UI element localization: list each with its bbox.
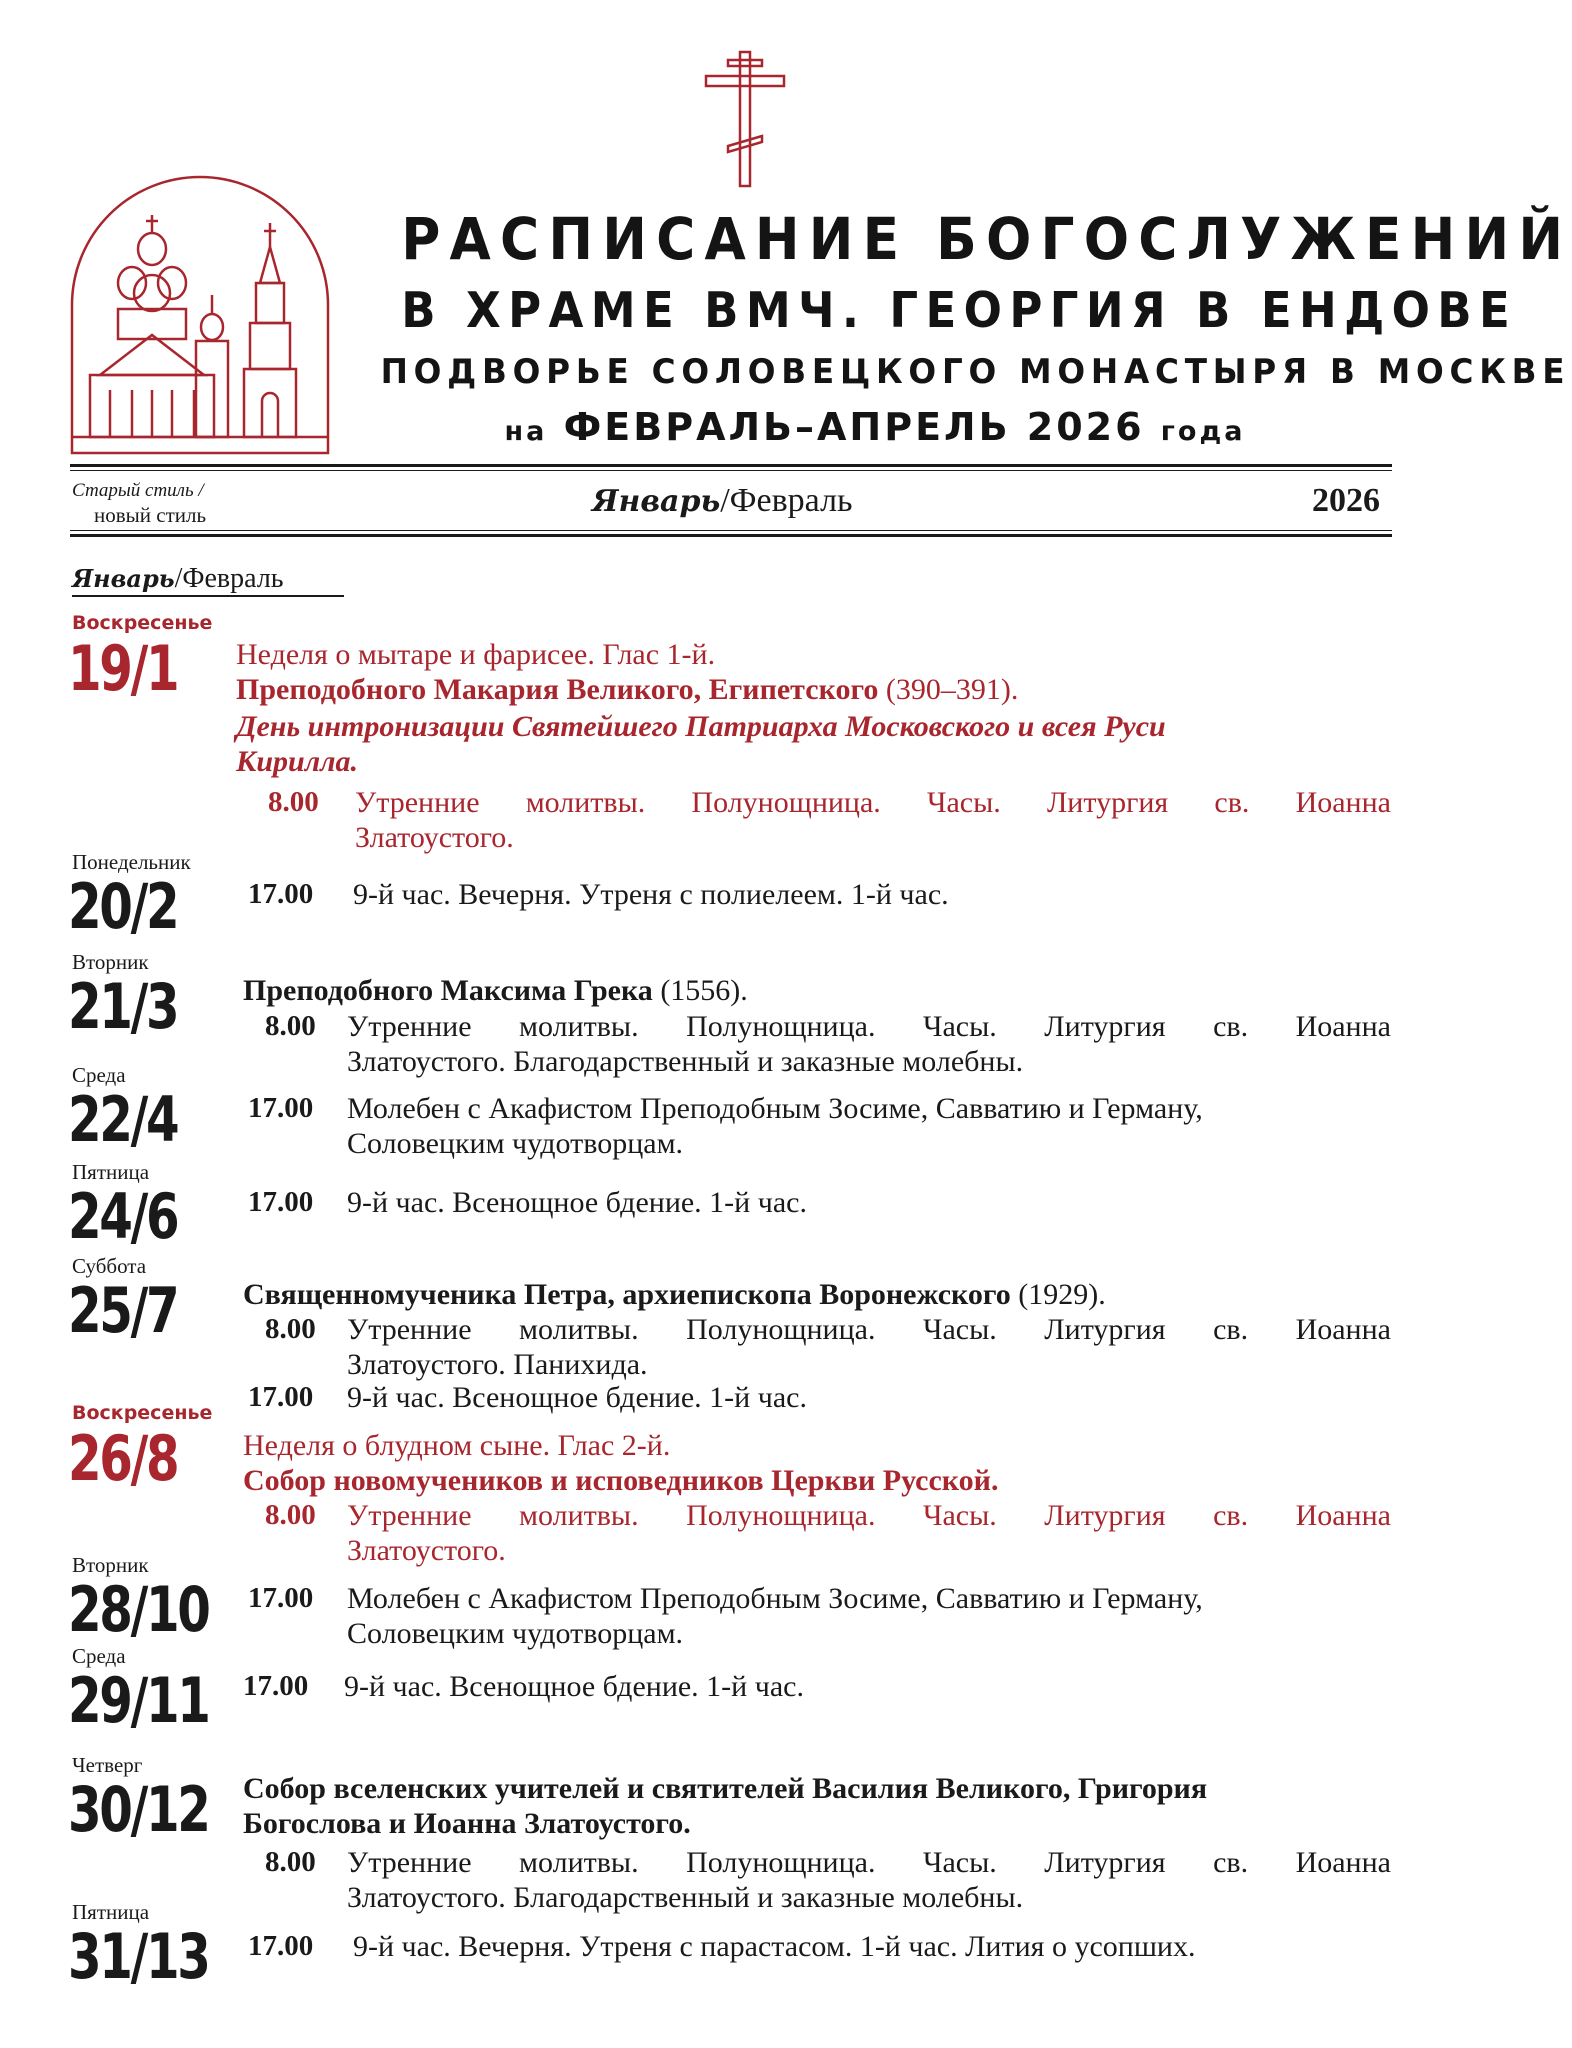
- title-suffix: года: [1160, 416, 1246, 447]
- date: 31/13: [68, 1920, 209, 1993]
- service-time: 8.00: [268, 786, 319, 818]
- date: 30/12: [68, 1773, 209, 1846]
- saint-name: Богослова и Иоанна Златоустого.: [243, 1807, 691, 1840]
- date: 29/11: [68, 1664, 209, 1737]
- service-text: Молебен с Акафистом Преподобным Зосиме, Савватию и Герману,: [347, 1092, 1203, 1125]
- saint-years: (1556).: [652, 974, 748, 1007]
- title-prefix: на: [504, 416, 548, 447]
- service-text: 9-й час. Вечерня. Утреня с полиелеем. 1-й час.: [353, 878, 949, 911]
- saint-name: Собор вселенских учителей и святителей Василия Великого, Григория: [243, 1772, 1208, 1805]
- service-time: 17.00: [248, 1930, 314, 1962]
- feast-line: Неделя о мытаре и фарисее. Глас 1-й.: [236, 638, 716, 671]
- month-new: /Февраль: [720, 482, 853, 519]
- weekday: Среда: [72, 1644, 126, 1668]
- style-new-label: новый стиль: [94, 503, 207, 527]
- service-time: 17.00: [248, 1092, 314, 1124]
- service-text: Златоустого. Благодарственный и заказные молебны.: [347, 1045, 1024, 1078]
- date: 22/4: [68, 1083, 178, 1156]
- service-time: 8.00: [265, 1499, 316, 1531]
- weekday: Воскресенье: [72, 1402, 213, 1424]
- service-time: 8.00: [265, 1010, 316, 1042]
- service-text: 9-й час. Всенощное бдение. 1-й час.: [347, 1186, 807, 1219]
- title-line-1: РАСПИСАНИЕ БОГОСЛУЖЕНИЙ: [401, 205, 1572, 273]
- service-text: Соловецким чудотворцам.: [347, 1127, 684, 1160]
- month-sub-new: /Февраль: [174, 563, 284, 594]
- saint-name: Священномученика Петра, архиепископа Воронежского: [243, 1278, 1011, 1311]
- date: 19/1: [68, 632, 178, 705]
- date: 20/2: [68, 870, 178, 943]
- month-heading: [592, 482, 853, 520]
- saint-years: (390–391).: [878, 673, 1019, 706]
- month-subheading: [72, 563, 344, 597]
- saint-years: (1929).: [1010, 1278, 1106, 1311]
- feast-line: День интронизации Святейшего Патриарха Московского и всея Руси: [236, 710, 1166, 743]
- service-time: 17.00: [248, 878, 314, 910]
- title-line-3: ПОДВОРЬЕ СОЛОВЕЦКОГО МОНАСТЫРЯ В МОСКВЕ: [380, 352, 1571, 392]
- date: 28/10: [68, 1573, 209, 1646]
- date: 25/7: [68, 1274, 178, 1347]
- month-old: Январь: [592, 484, 721, 519]
- date: 26/8: [68, 1422, 178, 1495]
- service-text: 9-й час. Всенощное бдение. 1-й час.: [344, 1670, 804, 1703]
- service-text: Златоустого. Благодарственный и заказные молебны.: [347, 1881, 1024, 1914]
- service-text: 9-й час. Всенощное бдение. 1-й час.: [347, 1381, 807, 1414]
- title-period: ФЕВРАЛЬ–АПРЕЛЬ 2026: [563, 405, 1145, 449]
- orthodox-cross-icon: [700, 50, 790, 190]
- title-line-2: В ХРАМЕ ВМЧ. ГЕОРГИЯ В ЕНДОВЕ: [401, 282, 1518, 339]
- year-heading: 2026: [1312, 482, 1380, 519]
- header-rule-top-thin: [70, 470, 1392, 471]
- church-illustration: [70, 175, 330, 455]
- service-text: Златоустого.: [347, 1534, 506, 1567]
- service-time: 8.00: [265, 1313, 316, 1345]
- service-text: Утренние молитвы. Полунощница. Часы. Литургия св. Иоанна: [347, 1499, 1391, 1532]
- feast-line: Кирилла.: [236, 745, 359, 778]
- service-time: 17.00: [243, 1670, 309, 1702]
- service-text: Утренние молитвы. Полунощница. Часы. Литургия св. Иоанна: [355, 786, 1391, 819]
- weekday: Воскресенье: [72, 612, 213, 634]
- service-text: Утренние молитвы. Полунощница. Часы. Литургия св. Иоанна: [347, 1313, 1391, 1346]
- saint-name: Преподобного Максима Грека: [243, 974, 653, 1007]
- date: 24/6: [68, 1180, 178, 1253]
- saint-name: Собор новомучеников и исповедников Церкви Русской.: [243, 1464, 999, 1497]
- weekday: Понедельник: [72, 850, 191, 874]
- service-text: Утренние молитвы. Полунощница. Часы. Литургия св. Иоанна: [347, 1846, 1391, 1879]
- saint-name: Преподобного Макария Великого, Египетского: [236, 673, 879, 706]
- header-rule-bottom-thin: [70, 530, 1392, 531]
- service-time: 17.00: [248, 1582, 314, 1614]
- service-text: Утренние молитвы. Полунощница. Часы. Литургия св. Иоанна: [347, 1010, 1391, 1043]
- service-time: 17.00: [248, 1186, 314, 1218]
- weekday: Суббота: [72, 1254, 147, 1278]
- saint-line: [236, 672, 1018, 707]
- header-rule-top: [70, 464, 1392, 467]
- weekday: Четверг: [72, 1753, 143, 1777]
- date: 21/3: [68, 970, 178, 1043]
- service-text: Молебен с Акафистом Преподобным Зосиме, Савватию и Герману,: [347, 1582, 1203, 1615]
- service-text: 9-й час. Вечерня. Утреня с парастасом. 1-й час. Лития о усопших.: [353, 1930, 1196, 1963]
- style-old-label: Старый стиль /: [72, 480, 204, 501]
- service-time: 17.00: [248, 1381, 314, 1413]
- service-text: Златоустого. Панихида.: [347, 1348, 648, 1381]
- weekday: Пятница: [72, 1900, 150, 1924]
- weekday: Вторник: [72, 1553, 149, 1577]
- feast-line: Неделя о блудном сыне. Глас 2-й.: [243, 1429, 671, 1462]
- weekday: Среда: [72, 1063, 126, 1087]
- service-text: Соловецким чудотворцам.: [347, 1617, 684, 1650]
- weekday: Пятница: [72, 1160, 150, 1184]
- weekday: Вторник: [72, 950, 149, 974]
- service-time: 8.00: [265, 1846, 316, 1878]
- title-line-4: [360, 405, 1390, 449]
- month-sub-old: Январь: [72, 564, 175, 593]
- service-text: Златоустого.: [355, 821, 514, 854]
- saint-line: [243, 1277, 1106, 1312]
- saint-line: [243, 973, 748, 1008]
- header-rule-bottom: [70, 534, 1392, 537]
